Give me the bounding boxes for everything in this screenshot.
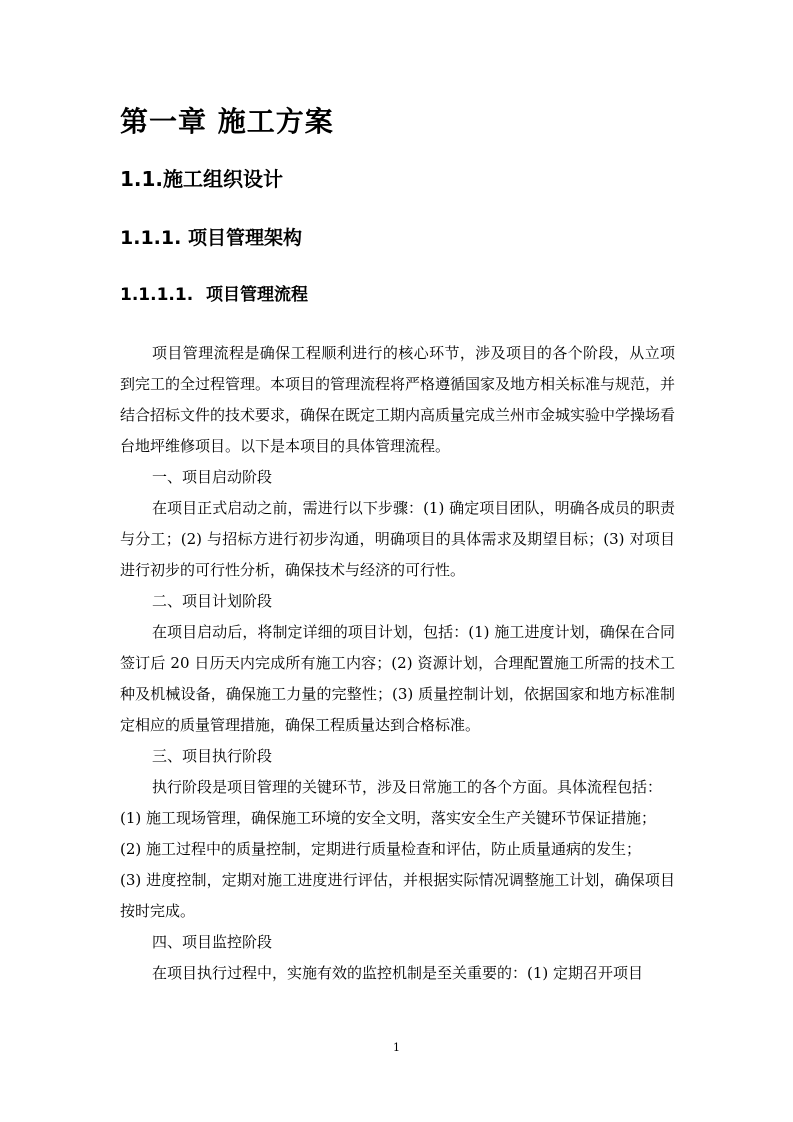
stage-heading: 一、项目启动阶段 — [152, 468, 273, 486]
section-number: 1.1.1.1. — [120, 285, 194, 305]
section-title: 项目管理流程 — [206, 285, 308, 305]
body-paragraph: 执行阶段是项目管理的关键环节，涉及日常施工的各个方面。具体流程包括： — [152, 778, 663, 796]
body-paragraph: 在项目正式启动之前，需进行以下步骤：(1) 确定项目团队，明确各成员的职责与分工；(2) 与招标方进行初步沟通，明确项目的具体需求及期望目标；(3) 对项目进行初步的可行性分析，确保技术与经济的可行性。 — [120, 499, 675, 579]
page-number: 1 — [393, 1041, 400, 1054]
section-number: 1.1. — [120, 167, 164, 191]
chapter-title: 第一章 施工方案 — [120, 105, 334, 138]
body-paragraph: 在项目启动后，将制定详细的项目计划，包括：(1) 施工进度计划，确保在合同签订后 20 日历天内完成所有施工内容；(2) 资源计划，合理配置施工所需的技术工种及机械设备，确保施工力量的完整性；(3) 质量控制计划，依据国家和地方标准制定相应的质量管理措施，确保工程质量达到合格标准。 — [120, 623, 675, 734]
body-paragraph: 项目管理流程是确保工程顺利进行的核心环节，涉及项目的各个阶段，从立项到完工的全过程管理。本项目的管理流程将严格遵循国家及地方相关标准与规范，并结合招标文件的技术要求，确保在既定工期内高质量完成兰州市金城实验中学操场看台地坪维修项目。以下是本项目的具体管理流程。 — [120, 344, 676, 455]
page-content — [120, 102, 675, 989]
section-heading-1-1-1 — [120, 224, 675, 252]
section-number: 1.1.1. — [120, 227, 182, 249]
list-item: (3) 进度控制，定期对施工进度进行评估，并根据实际情况调整施工计划，确保项目按时完成。 — [120, 871, 675, 920]
section-title: 施工组织设计 — [163, 167, 284, 191]
stage-heading: 四、项目监控阶段 — [152, 933, 273, 951]
stage-heading: 三、项目执行阶段 — [152, 747, 273, 765]
section-title: 项目管理架构 — [187, 227, 302, 249]
stage-heading: 二、项目计划阶段 — [152, 592, 273, 610]
body-paragraph: 在项目执行过程中，实施有效的监控机制是至关重要的：(1) 定期召开项目 — [152, 964, 644, 982]
section-heading-1-1-1-1 — [120, 282, 675, 308]
section-heading-1-1 — [120, 164, 675, 194]
list-item: (2) 施工过程中的质量控制，定期进行质量检查和评估，防止质量通病的发生； — [120, 840, 642, 858]
list-item: (1) 施工现场管理，确保施工环境的安全文明，落实安全生产关键环节保证措施； — [120, 809, 657, 827]
